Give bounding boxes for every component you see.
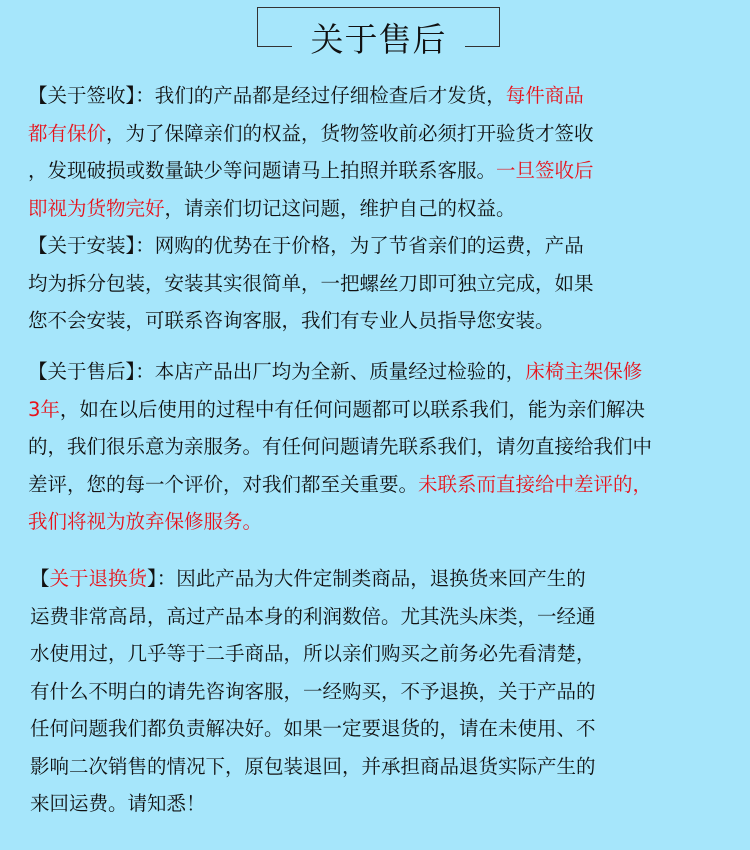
body-text: 有什么不明白的请先咨询客服，一经购买，不予退换，关于产品的 xyxy=(30,679,596,703)
section-aftersale xyxy=(28,353,728,541)
highlight-text: 即视为货物完好 xyxy=(28,196,165,220)
body-text: 均为拆分包装，安装其实很简单，一把螺丝刀即可独立完成，如果 xyxy=(28,271,594,295)
highlight-text: 3年 xyxy=(28,397,60,421)
body-text: ，请亲们切记这问题，维护自己的权益。 xyxy=(164,196,516,220)
highlight-text: 每件商品 xyxy=(505,84,584,107)
text-line xyxy=(30,635,730,673)
text-line xyxy=(30,710,730,748)
highlight-text: 我们将视为放弃保修服务。 xyxy=(28,510,263,533)
body-text: 【关于签收】：我们的产品都是经过仔细检查后才发货， xyxy=(28,84,506,107)
body-text: ，为了保障亲们的权益，货物签收前必须打开验货才签收 xyxy=(106,121,594,145)
body-text: 】：因此产品为大件定制类商品，退换货来回产生的 xyxy=(147,567,586,590)
body-text: 【 xyxy=(30,567,50,590)
highlight-text: 一旦签收后 xyxy=(496,159,594,182)
body-text: 【关于安装】：网购的优势在于价格，为了节省亲们的运费，产品 xyxy=(28,234,584,257)
text-line xyxy=(28,466,728,504)
body-text: ，发现破损或数量缺少等问题请马上拍照并联系客服。 xyxy=(28,159,497,182)
text-line xyxy=(28,152,728,190)
text-line xyxy=(28,302,728,340)
text-line xyxy=(30,785,730,823)
highlight-text: 都有保价 xyxy=(28,121,107,145)
body-text: 您不会安装，可联系咨询客服，我们有专业人员指导您安装。 xyxy=(28,309,555,332)
body-text: 的，我们很乐意为亲服务。有任何问题请先联系我们，请勿直接给我们中 xyxy=(28,435,653,458)
text-line xyxy=(28,115,728,153)
body-text: ，如在以后使用的过程中有任何问题都可以联系我们，能为亲们解决 xyxy=(59,397,645,421)
text-line xyxy=(28,353,728,391)
text-line xyxy=(28,190,728,228)
section-install xyxy=(28,227,728,340)
text-line xyxy=(28,77,728,115)
body-text: 水使用过，几乎等于二手商品，所以亲们购买之前务必先看清楚， xyxy=(30,642,596,665)
text-line xyxy=(28,428,728,466)
body-text: 【关于售后】：本店产品出厂均为全新、质量经过检验的， xyxy=(28,360,526,383)
text-line xyxy=(28,503,728,541)
highlight-text: 关于退换货 xyxy=(49,567,148,590)
section-sign xyxy=(28,77,728,227)
body-text: 差评，您的每一个评价，对我们都至关重要。 xyxy=(28,472,419,496)
page-title: 关于售后 xyxy=(310,20,447,59)
text-line xyxy=(30,748,730,786)
text-line xyxy=(30,560,730,598)
highlight-text: 未联系而直接给中差评的， xyxy=(418,472,653,496)
text-line xyxy=(28,265,728,303)
text-line xyxy=(28,227,728,265)
body-text: 来回运费。请知悉！ xyxy=(30,792,206,815)
body-text: 任何问题我们都负责解决好。如果一定要退货的，请在未使用、不 xyxy=(30,717,596,740)
highlight-text: 床椅主架保修 xyxy=(525,360,643,383)
section-return xyxy=(30,560,730,823)
text-line xyxy=(28,391,728,429)
text-line xyxy=(30,598,730,636)
body-text: 影响二次销售的情况下，原包装退回，并承担商品退货实际产生的 xyxy=(30,754,596,778)
body-text: 运费非常高昂，高过产品本身的利润数倍。尤其洗头床类，一经通 xyxy=(30,604,596,628)
text-line xyxy=(30,673,730,711)
